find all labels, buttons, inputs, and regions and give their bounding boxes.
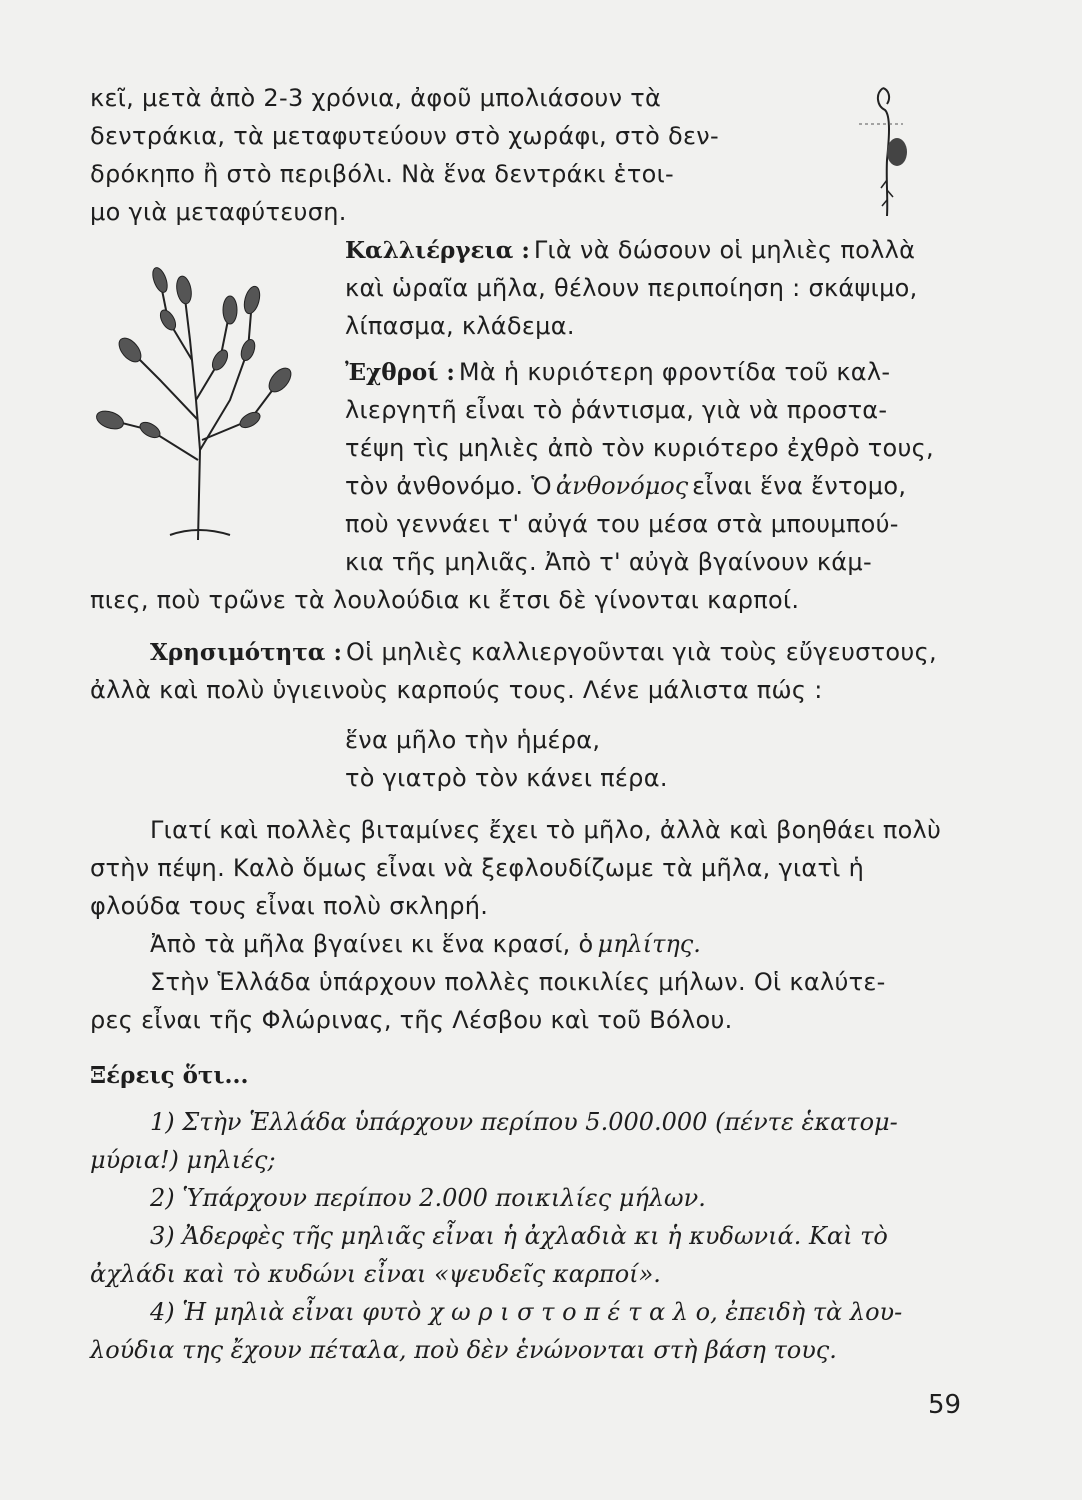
page-number: 59 [928, 1390, 962, 1420]
intro-line-4: μο γιὰ μεταφύτευση. [90, 198, 347, 226]
enemies-line-5: ποὺ γεννάει τ' αὐγά του μέσα στὰ μπουμπού- [345, 510, 899, 538]
seedling-illustration [845, 80, 935, 220]
cultivation-heading: Καλλιέργεια : [345, 237, 530, 264]
enemies-text-4a: τὸν ἀνθονόμο. Ὁ [345, 472, 552, 500]
enemies-line-3: τέψη τὶς μηλιὲς ἀπὸ τὸν κυριότερο ἐχθρὸ τους, [345, 434, 934, 462]
cultivation-line-2: καὶ ὡραῖα μῆλα, θέλουν περιποίηση : σκάψιμο, [345, 274, 918, 302]
enemies-term-anthonomos: ἀνθονόμος [555, 472, 689, 500]
body-line-1: Γιατί καὶ πολλὲς βιταμίνες ἔχει τὸ μῆλο, ἀλλὰ καὶ βοηθάει πολὺ [150, 816, 942, 844]
body-line-5: Στὴν Ἑλλάδα ὑπάρχουν πολλὲς ποικιλίες μήλων. Οἱ καλύτε- [150, 968, 886, 996]
enemies-line-4 [345, 468, 906, 508]
usefulness-text-1: Οἱ μηλιὲς καλλιεργοῦνται γιὰ τοὺς εὔγευστους, [346, 638, 937, 666]
intro-line-3: δρόκηπο ἢ στὸ περιβόλι. Νὰ ἕνα δεντράκι ἑτοι- [90, 160, 674, 188]
apple-sapling-illustration [80, 250, 300, 550]
enemies-line-6: κια τῆς μηλιᾶς. Ἀπὸ τ' αὐγὰ βγαίνουν κάμ- [345, 548, 872, 576]
usefulness-heading: Χρησιμότητα : [150, 639, 342, 666]
enemies-line-1 [345, 354, 890, 394]
usefulness-line-2: ἀλλὰ καὶ πολὺ ὑγιεινοὺς καρπούς τους. Λένε μάλιστα πώς : [90, 676, 823, 704]
fact-4-line-2: λούδια της ἔχουν πέταλα, ποὺ δὲν ἑνώνονται στὴ βάση τους. [90, 1336, 837, 1364]
intro-line-1: κεῖ, μετὰ ἀπὸ 2-3 χρόνια, ἀφοῦ μπολιάσουν τὰ [90, 84, 662, 112]
body-text-4a: Ἀπὸ τὰ μῆλα βγαίνει κι ἕνα κρασί, ὁ [150, 930, 594, 958]
intro-line-2: δεντράκια, τὰ μεταφυτεύουν στὸ χωράφι, στὸ δεν- [90, 122, 719, 150]
enemies-text-4c: εἶναι ἕνα ἔντομο, [692, 472, 907, 500]
fact-3-line-2: ἀχλάδι καὶ τὸ κυδώνι εἶναι «ψευδεῖς καρποί». [90, 1260, 661, 1288]
saying-line-2: τὸ γιατρὸ τὸν κάνει πέρα. [345, 764, 668, 792]
saying-line-1: ἕνα μῆλο τὴν ἡμέρα, [345, 726, 601, 754]
fact-1-line-2: μύρια!) μηλιές; [90, 1146, 276, 1174]
body-line-2: στὴν πέψη. Καλὸ ὅμως εἶναι νὰ ξεφλουδίζωμε τὰ μῆλα, γιατὶ ἡ [90, 854, 865, 882]
cultivation-text-1: Γιὰ νὰ δώσουν οἱ μηλιὲς πολλὰ [533, 236, 916, 264]
usefulness-line-1 [150, 634, 937, 674]
enemies-heading: Ἐχθροί : [345, 359, 455, 386]
body-line-3: φλούδα τους εἶναι πολὺ σκληρή. [90, 892, 489, 920]
facts-heading: Ξέρεις ὅτι... [90, 1062, 249, 1089]
enemies-line-2: λιεργητῆ εἶναι τὸ ῥάντισμα, γιὰ νὰ προστα- [345, 396, 888, 424]
body-line-6: ρες εἶναι τῆς Φλώρινας, τῆς Λέσβου καὶ τοῦ Βόλου. [90, 1006, 733, 1034]
enemies-text-1: Μὰ ἡ κυριότερη φροντίδα τοῦ καλ- [458, 358, 891, 386]
fact-1-line-1: 1) Στὴν Ἑλλάδα ὑπάρχουν περίπου 5.000.000 (πέντε ἑκατομ- [150, 1108, 898, 1136]
cultivation-line-1 [345, 232, 915, 272]
fact-3-line-1: 3) Ἀδερφὲς τῆς μηλιᾶς εἶναι ἡ ἀχλαδιὰ κι ἡ κυδωνιά. Καὶ τὸ [150, 1222, 888, 1250]
body-line-4 [150, 926, 701, 966]
cultivation-line-3: λίπασμα, κλάδεμα. [345, 312, 575, 340]
fact-4-line-1: 4) Ἡ μηλιὰ εἶναι φυτὸ χ ω ρ ι σ τ ο π έ τ α λ ο, ἐπειδὴ τὰ λου- [150, 1298, 903, 1326]
term-militis: μηλίτης. [597, 930, 701, 958]
enemies-line-7: πιες, ποὺ τρῶνε τὰ λουλούδια κι ἔτσι δὲ γίνονται καρποί. [90, 586, 800, 614]
fact-2: 2) Ὑπάρχουν περίπου 2.000 ποικιλίες μήλων. [150, 1184, 706, 1212]
